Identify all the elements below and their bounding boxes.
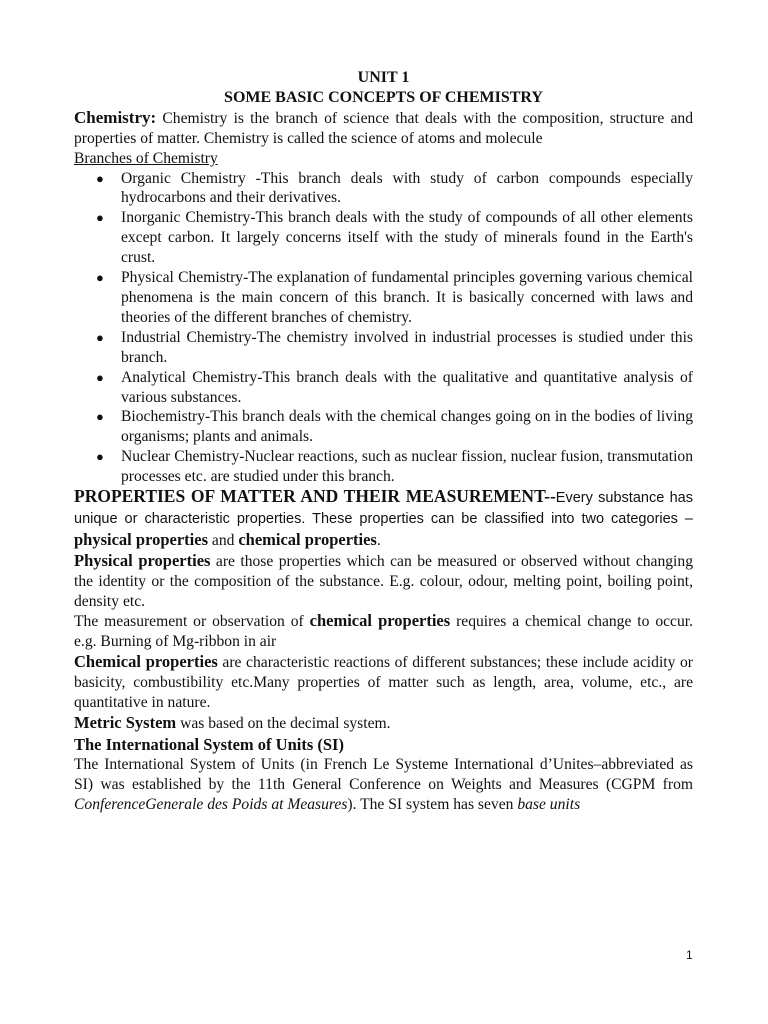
physical-properties-term: physical properties bbox=[74, 529, 208, 549]
metric-term: Metric System bbox=[74, 713, 177, 732]
list-item bbox=[74, 368, 693, 408]
unit-title: UNIT 1 bbox=[357, 69, 410, 86]
metric-text: was based on the decimal system. bbox=[176, 715, 391, 732]
list-item-text: Analytical Chemistry-This branch deals with the qualitative and quantitative analysis of various substances. bbox=[121, 368, 693, 406]
properties-heading: PROPERTIES OF MATTER AND THEIR MEASUREMENT-- bbox=[74, 486, 556, 507]
bullet-icon: ● bbox=[96, 329, 104, 345]
si-heading: The International System of Units (SI) bbox=[74, 734, 344, 754]
bullet-icon: ● bbox=[96, 170, 104, 186]
si-text-2: ). The SI system has seven bbox=[347, 795, 518, 813]
list-item-text: Nuclear Chemistry-Nuclear reactions, such as nuclear fission, nuclear fusion, transmutation processes etc. are studied under this branch. bbox=[121, 448, 693, 486]
list-item-text: Biochemistry-This branch deals with the chemical changes going on in the bodies of living organisms; plants and animals. bbox=[121, 408, 693, 446]
measurement-post: requires a chemical change to occur. e.g. Burning of Mg-ribbon in air bbox=[74, 613, 693, 651]
physical-properties-paragraph bbox=[74, 551, 693, 612]
si-paragraph bbox=[74, 755, 693, 815]
intro-term: Chemistry: bbox=[74, 107, 157, 127]
list-item bbox=[74, 407, 693, 447]
list-item bbox=[74, 268, 693, 328]
period-text: . bbox=[376, 531, 381, 549]
bullet-icon: ● bbox=[96, 449, 104, 465]
page-number: 1 bbox=[686, 948, 693, 962]
bullet-icon: ● bbox=[96, 210, 104, 226]
bullet-icon: ● bbox=[96, 270, 104, 286]
list-item-text: Inorganic Chemistry-This branch deals with the study of compounds of all other elements except carbon. It largely concerns itself with the study of minerals found in the Earth's crust. bbox=[121, 209, 693, 267]
and-text: and bbox=[208, 531, 239, 549]
properties-text: Every substance has unique or characteristic properties. These properties can be classified into two categories – bbox=[74, 490, 693, 527]
list-item bbox=[74, 208, 693, 268]
list-item-text: Organic Chemistry -This branch deals with study of carbon compounds especially hydrocarbons and their derivatives. bbox=[121, 169, 693, 207]
list-item-text: Industrial Chemistry-The chemistry involved in industrial processes is studied under this branch. bbox=[121, 328, 693, 366]
bullet-icon: ● bbox=[96, 369, 104, 385]
measurement-pre: The measurement or observation of bbox=[74, 613, 310, 631]
si-italic-1: ConferenceGenerale des Poids at Measures bbox=[74, 795, 348, 813]
list-item bbox=[74, 169, 693, 209]
chapter-heading: SOME BASIC CONCEPTS OF CHEMISTRY bbox=[224, 88, 543, 106]
chemical-term: Chemical properties bbox=[74, 652, 218, 672]
list-item bbox=[74, 447, 693, 487]
list-item bbox=[74, 328, 693, 368]
branches-list bbox=[74, 169, 693, 488]
physical-term: Physical properties bbox=[74, 550, 211, 570]
intro-paragraph bbox=[74, 108, 693, 149]
branches-heading: Branches of Chemistry bbox=[74, 149, 218, 167]
chemical-properties-paragraph bbox=[74, 652, 693, 713]
measurement-term: chemical properties bbox=[309, 611, 451, 631]
metric-paragraph bbox=[74, 713, 693, 734]
si-text-1: The International System of Units (in French Le Systeme International d’Unites–abbreviated as SI) was established by the 11th General Conference on Weights and Measures (CGPM from bbox=[74, 755, 693, 793]
chemical-properties-term: chemical properties bbox=[238, 529, 377, 549]
si-italic-2: base units bbox=[517, 795, 581, 813]
bullet-icon: ● bbox=[96, 409, 104, 425]
measurement-paragraph bbox=[74, 611, 693, 652]
list-item-text: Physical Chemistry-The explanation of fundamental principles governing various chemical phenomena is the main concern of this branch. It is basically concerned with laws and theories of the different branches of chemistry. bbox=[121, 269, 693, 326]
physical-text: are those properties which can be measured or observed without changing the identity or the composition of the substance. E.g. colour, odour, melting point, boiling point, density etc. bbox=[74, 552, 693, 610]
document-page bbox=[74, 68, 693, 815]
chemical-text: are characteristic reactions of different substances; these include acidity or basicity, combustibility etc.Many properties of matter such as length, area, volume, etc., are quantitative in nature. bbox=[74, 654, 693, 712]
intro-text: Chemistry is the branch of science that deals with the composition, structure and properties of matter. Chemistry is called the science of atoms and molecule bbox=[74, 109, 693, 147]
properties-paragraph bbox=[74, 487, 693, 551]
